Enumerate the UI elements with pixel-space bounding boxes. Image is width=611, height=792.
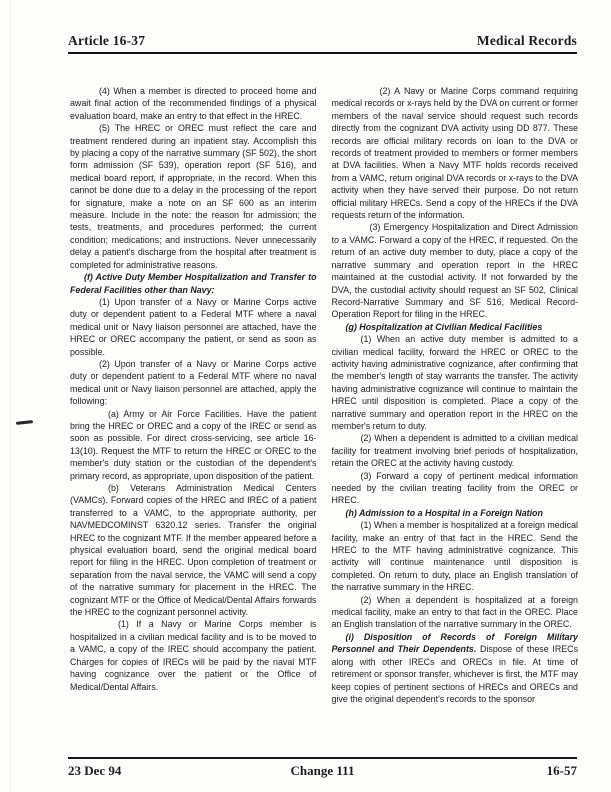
footer-page-number: 16-57 [546,763,578,778]
body-paragraph: (1) Upon transfer of a Navy or Marine Corps active duty or dependent patient to a Federal MTF where a naval medical unit or Navy liaison personnel are attached, have the HREC or OREC accompany the patient, or send as soon as possible. [70,296,317,357]
body-columns [70,85,578,758]
left-column [70,85,317,758]
footer-date: 23 Dec 94 [68,763,122,778]
header-section-title: Medical Records [476,33,577,48]
body-paragraph: (b) Veterans Administration Medical Centers (VAMCs). Forward copies of the HREC and IREC of a patient transferred to a VAMC, to the appropriate authority, per NAVMEDCOMINST 6320.12 series. Transfer the original HREC to the cognizant MTF. If the member appeared before a physical evaluation board, send the original medical board report for filing in the HREC. Upon completion of treatment or separation from the naval service, the VAMC will send a copy of the narrative summary for placement in the HREC. The cognizant MTF or the Office of Medical/Dental Affairs forwards the HREC to the cognizant personnel activity. [70,483,317,618]
section-heading-paragraph: (i) Disposition of Records of Foreign Military Personnel and Their Dependents. Dispose of these IRECs along with other IRECs and ORECs in file. At time of retirement or sponsor transfer, whichever is first, the MTF may keep copies of pertinent sections of HRECs and ORECs and give the original dependent's records to the sponsor [331,631,578,704]
margin-mark [16,420,33,425]
scan-artifact-line [10,0,11,792]
body-paragraph: (3) Forward a copy of pertinent medical information needed by the civilian treating facility from the OREC or HREC. [331,470,578,506]
right-column [332,85,579,758]
body-paragraph: (1) When a member is hospitalized at a foreign medical facility, make an entry of that fact in the HREC. Send the HREC to the MTF having administrative cognizance. This activity will continue maintenance until disposition is completed. On return to duty, place an English translation of the narrative summary in the HREC. [331,520,578,593]
body-paragraph: (2) A Navy or Marine Corps command requiring medical records or x-rays held by the DVA on current or former members of the naval service should request such records directly from the cognizant DVA activity using DD 877. These records are official military records on loan to the DVA or records of treatment provided to members or former members at DVA facilities. When a Navy MTF holds records received from a VAMC, return original DVA records or x-rays to the DVA activity when they have served their purpose. Do not return official military HRECs. Send a copy of the HRECs if the DVA requests return of the information. [331,86,578,221]
section-heading-paragraph [332,507,579,519]
body-paragraph: (1) If a Navy or Marine Corps member is hospitalized in a civilian medical facility and is to be moved to a VAMC, a copy of the IREC should accompany the patient. Charges for copies of IRECs will be paid by the naval MTF having cognizance over the patient or the Office of Medical/Dental Affairs. [70,619,317,692]
section-heading: (f) Active Duty Member Hospitalization and Transfer to Federal Facilities other than Navy: [70,272,317,295]
page-footer [68,757,577,779]
section-heading: (i) Disposition of Records of Foreign Military Personnel and Their Dependents. [331,631,578,655]
section-heading-paragraph [332,321,579,333]
body-paragraph: (2) When a dependent is hospitalized at a foreign medical facility, make an entry to that fact in the OREC. Place an English translation of the narrative summary in the OREC. [331,594,578,630]
body-paragraph: (1) When an active duty member is admitted to a civilian medical facility, forward the HREC or OREC to the activity having administrative cognizance, after confirming that the member's length of stay warrants the transfer. The activity having administrative cognizance will continue to maintain the HREC until disposition is completed. Place a copy of the narrative summary and operation report in the HREC on the member's return to duty. [331,334,578,431]
section-heading-paragraph [70,271,317,296]
page-header [68,33,577,54]
body-paragraph: (a) Army or Air Force Facilities. Have the patient bring the HREC or OREC and a copy of the IREC or send as soon as possible. For direct cross-servicing, see article 16-13(10). Request the MTF to return the HREC or OREC to the member's duty station or the custodian of the dependent's primary record, as appropriate, upon disposition of the patient. [70,408,317,481]
section-heading: (h) Admission to a Hospital in a Foreign Nation [345,507,543,518]
body-paragraph: (3) Emergency Hospitalization and Direct Admission to a VAMC. Forward a copy of the HREC, if requested. On the return of an active duty member to duty, place a copy of the narrative summary and operation report in the HREC maintained at the custodial activity. If not forwarded by the DVA, the custodial activity should request an SF 502, Clinical Record-Narrative Summary and SF 516, Medical Record-Operation Report for filing in the HREC. [331,222,578,320]
body-paragraph: (2) When a dependent is admitted to a civilian medical facility for treatment involving brief periods of hospitalization, retain the OREC at the activity having custody. [331,433,578,469]
body-paragraph: (4) When a member is directed to proceed home and await final action of the recommended findings of a physical evaluation board, make an entry to that effect in the HREC. [70,86,317,121]
body-paragraph: (2) Upon transfer of a Navy or Marine Corps active duty or dependent patient to a Federal MTF where no naval medical unit or Navy liaison personnel are attached, apply the following: [70,358,317,407]
body-paragraph: (5) The HREC or OREC must reflect the care and treatment rendered during an inpatient stay. Accomplish this by placing a copy of the narrative summary (SF 502), the short form admission (SF 539), operation report (SF 516), and medical board report, if appropriate, in the record. When this cannot be done due to a delay in the processing of the report for signature, make a note on an SF 600 as an interim measure. Include in the note: the reason for admission; the tests, treatments, and procedures performed; the current condition; medications; and instructions. Never unnecessarily delay a patient's discharge from the hospital after treatment is completed for administrative reasons. [70,123,317,270]
section-heading: (g) Hospitalization at Civilian Medical Facilities [345,321,543,332]
footer-change-number: Change 111 [290,763,355,778]
header-article-number: Article 16-37 [68,33,146,48]
